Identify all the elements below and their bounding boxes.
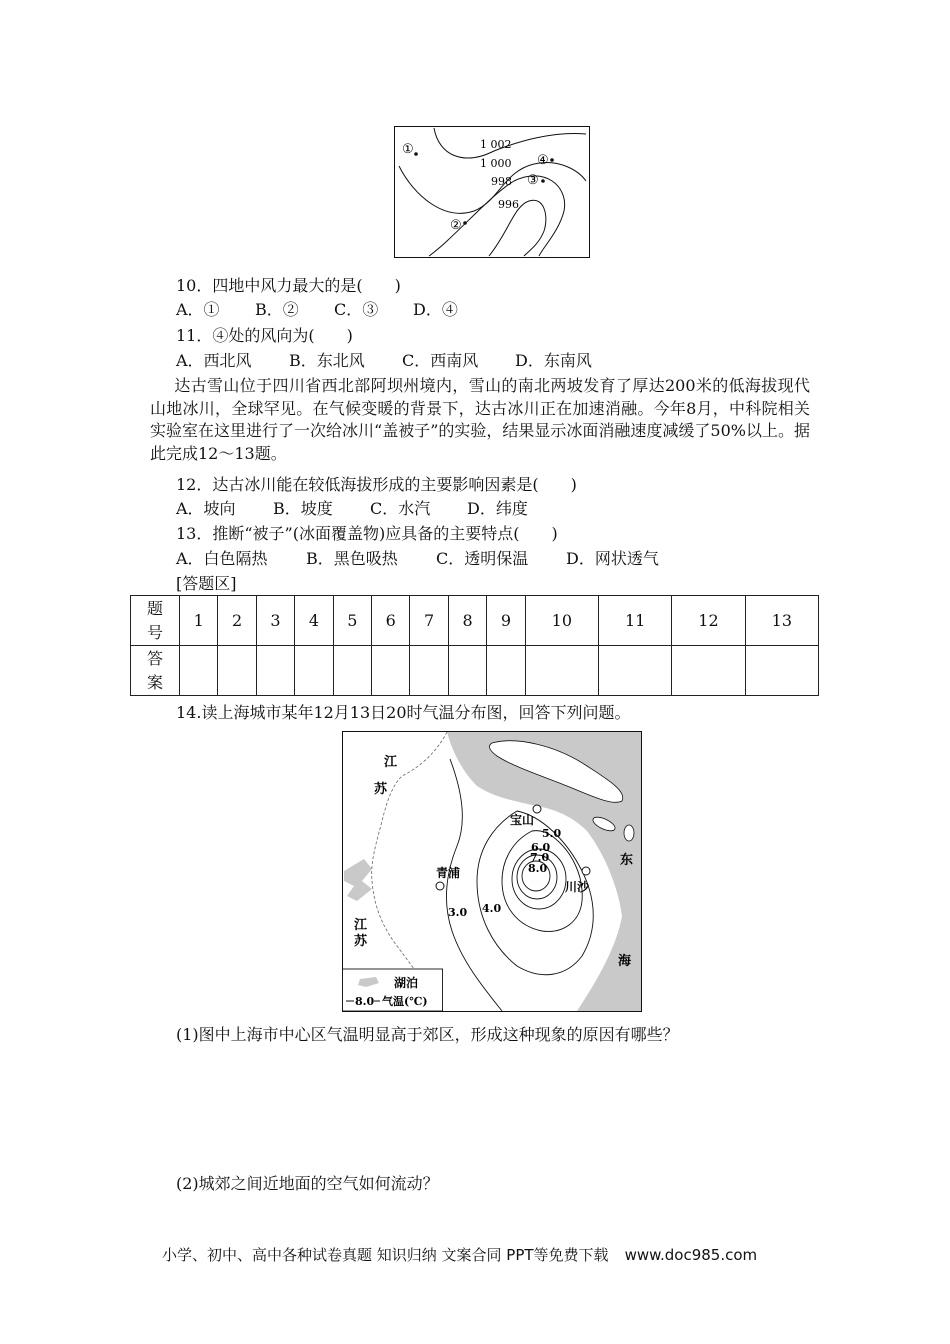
point-4-dot xyxy=(550,158,554,162)
answer-cell[interactable] xyxy=(410,646,448,696)
passage-text: 达古雪山位于四川省西北部阿坝州境内，雪山的南北两坡发育了厚达200米的低海拔现代山地冰川，全球罕见。在气候变暖的背景下，达古冰川正在加速消融。今年8月，中科院相关实验室在这里进行了一次给冰川“盖被子”的实验，结果显示冰面消融速度减缓了50%以上。据此完成12～13题。 xyxy=(150,376,810,463)
answer-table-number: 6 xyxy=(372,596,410,646)
q11-options xyxy=(176,350,592,372)
isotherm-label-8: 8.0 xyxy=(528,862,548,875)
answer-table-number: 13 xyxy=(745,596,818,646)
baoshan-marker xyxy=(533,805,541,813)
q10-option-c: C．③ xyxy=(334,300,379,319)
label-hai: 海 xyxy=(618,954,632,969)
q11-option-b: B．东北风 xyxy=(289,351,365,370)
q11-option-c: C．西南风 xyxy=(402,351,479,370)
label-chuansha: 川沙 xyxy=(565,880,590,894)
q12-options xyxy=(176,498,528,520)
isobar-label-1002: 1 002 xyxy=(480,138,512,151)
answer-cell[interactable] xyxy=(256,646,294,696)
chuansha-marker xyxy=(582,867,590,875)
qingpu-marker xyxy=(436,882,444,890)
isotherm-label-7: 7.0 xyxy=(530,851,550,864)
point-1-dot xyxy=(414,152,418,156)
q10-options xyxy=(176,299,458,321)
point-2-dot xyxy=(463,221,467,225)
q11-stem: 11．④处的风向为( ) xyxy=(176,326,353,345)
answer-cell[interactable] xyxy=(295,646,333,696)
label-jiangsu-2b: 苏 xyxy=(354,934,368,949)
isotherm-label-6: 6.0 xyxy=(531,841,551,854)
q13-options xyxy=(176,548,659,570)
answer-area-title: [答题区] xyxy=(176,574,237,593)
q14-stem: 14.读上海城市某年12月13日20时气温分布图，回答下列问题。 xyxy=(176,703,631,722)
q10-option-a: A．① xyxy=(176,300,220,319)
answer-cell[interactable] xyxy=(180,646,218,696)
answer-cell[interactable] xyxy=(448,646,486,696)
answer-table-number: 10 xyxy=(525,596,598,646)
answer-table-number: 4 xyxy=(295,596,333,646)
q10-stem: 10．四地中风力最大的是( ) xyxy=(176,276,401,295)
answer-cell[interactable] xyxy=(598,646,671,696)
q10-option-d: D．④ xyxy=(413,300,458,319)
footer-text: 小学、初中、高中各种试卷真题 知识归纳 文案合同 PPT等免费下载 xyxy=(162,1246,609,1264)
answer-table-row-answers xyxy=(131,646,819,696)
label-jiangsu-2a: 江 xyxy=(354,918,368,933)
answer-table-number: 5 xyxy=(333,596,371,646)
answer-table-number: 7 xyxy=(410,596,448,646)
legend-lake-text: 湖泊 xyxy=(394,976,419,990)
q12-option-a: A．坡向 xyxy=(176,499,236,518)
answer-table-number: 8 xyxy=(448,596,486,646)
answer-table-number: 3 xyxy=(256,596,294,646)
q11-option-d: D．东南风 xyxy=(515,351,592,370)
isobar-label-996: 996 xyxy=(498,198,519,211)
q12-option-c: C．水汽 xyxy=(370,499,431,518)
label-qingpu: 青浦 xyxy=(436,866,461,880)
isobar-label-998: 998 xyxy=(491,175,512,188)
answer-table-row-numbers xyxy=(131,596,819,646)
q13-option-c: C．透明保温 xyxy=(436,549,529,568)
isobar-map xyxy=(394,126,590,258)
point-1-label: ① xyxy=(402,142,414,157)
q12-option-d: D．纬度 xyxy=(467,499,528,518)
label-baoshan: 宝山 xyxy=(510,813,535,827)
answer-table-number: 12 xyxy=(672,596,745,646)
q12-stem: 12．达古冰川能在较低海拔形成的主要影响因素是( ) xyxy=(176,475,577,494)
point-4-label: ④ xyxy=(537,153,549,168)
legend-isotherm-text: 气温(℃) xyxy=(382,995,428,1008)
label-jiangsu-1b: 苏 xyxy=(374,782,388,797)
q13-stem: 13．推断“被子”(冰面覆盖物)应具备的主要特点( ) xyxy=(176,524,558,543)
q13-option-d: D．网状透气 xyxy=(566,549,659,568)
answer-table-number: 1 xyxy=(180,596,218,646)
answer-cell[interactable] xyxy=(333,646,371,696)
q11-option-a: A．西北风 xyxy=(176,351,252,370)
label-dong: 东 xyxy=(620,853,634,868)
answer-cell[interactable] xyxy=(372,646,410,696)
q13-option-a: A．白色隔热 xyxy=(176,549,268,568)
temperature-map xyxy=(342,731,642,1012)
answer-cell[interactable] xyxy=(745,646,818,696)
answer-cell[interactable] xyxy=(487,646,525,696)
answer-table-header-number: 题 号 xyxy=(131,596,180,646)
isotherm-label-3: 3.0 xyxy=(448,906,468,919)
footer-url[interactable]: www.doc985.com xyxy=(624,1246,758,1264)
label-jiangsu-1a: 江 xyxy=(384,755,398,770)
answer-table-number: 9 xyxy=(487,596,525,646)
legend-isotherm-value: 8.0 xyxy=(355,995,375,1008)
footer xyxy=(162,1244,757,1265)
passage xyxy=(150,375,810,465)
point-3-dot xyxy=(541,179,545,183)
answer-table xyxy=(130,595,819,696)
isotherm-label-4: 4.0 xyxy=(482,902,502,915)
q14-sub2: (2)城郊之间近地面的空气如何流动？ xyxy=(176,1174,439,1193)
point-3-label: ③ xyxy=(527,173,539,188)
islet-2 xyxy=(624,825,634,841)
answer-cell[interactable] xyxy=(218,646,256,696)
answer-table-number: 11 xyxy=(598,596,671,646)
q13-option-b: B．黑色吸热 xyxy=(306,549,398,568)
point-2-label: ② xyxy=(450,218,462,233)
q14-sub1: (1)图中上海市中心区气温明显高于郊区，形成这种现象的原因有哪些？ xyxy=(176,1025,679,1044)
answer-table-header-answer: 答 案 xyxy=(131,646,180,696)
q10-option-b: B．② xyxy=(255,300,299,319)
answer-cell[interactable] xyxy=(672,646,745,696)
answer-table-number: 2 xyxy=(218,596,256,646)
isobar-label-1000: 1 000 xyxy=(480,157,512,170)
answer-cell[interactable] xyxy=(525,646,598,696)
q12-option-b: B．坡度 xyxy=(273,499,333,518)
isotherm-label-5: 5.0 xyxy=(542,827,562,840)
